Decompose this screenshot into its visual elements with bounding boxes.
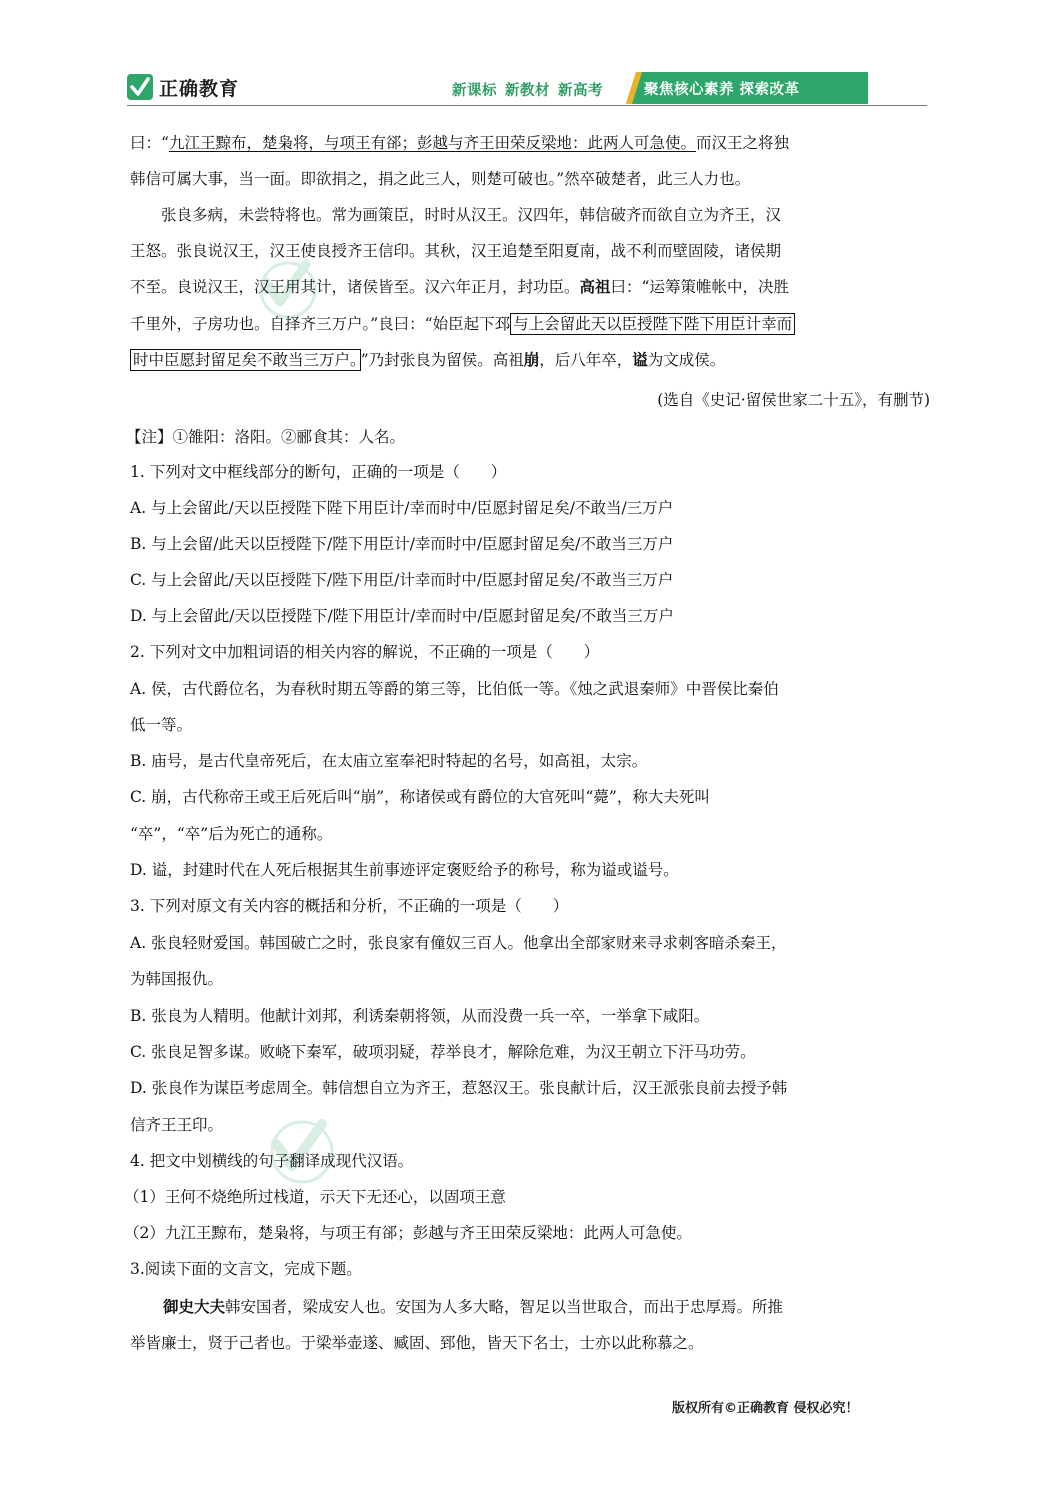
option-3b: B. 张良为人精明。他献计刘邦，利诱秦朝将领，从而没费一兵一卒，一举拿下咸阳。	[130, 1007, 710, 1025]
option-3a-cont: 为韩国报仇。	[130, 970, 224, 988]
logo	[127, 70, 239, 104]
passage-line: 时中臣愿封留足矣不敢当三万户。 ”乃封张良为留侯。高祖崩，后八年卒，谥为文成侯。	[130, 349, 725, 371]
passage-line: 韩信可属大事，当一面。即欲捐之，捐之此三人，则楚可破也。”然卒破楚者，此三人力也。	[130, 170, 751, 188]
bold-term: 御史大夫	[163, 1298, 226, 1316]
passage-line: 不至。良说汉王，汉王用其计，诸侯皆至。汉六年正月，封功臣。高祖曰：“运筹策帷帐中，决胜	[130, 278, 789, 296]
option-2b: B. 庙号，是古代皇帝死后，在太庙立室奉祀时特起的名号，如高祖，太宗。	[130, 752, 648, 770]
option-2a-cont: 低一等。	[130, 716, 193, 734]
passage-line: 御史大夫韩安国者，梁成安人也。安国为人多大略，智足以当世取合，而出于忠厚焉。所推	[163, 1298, 784, 1316]
option-2c: C. 崩，古代称帝王或王后死后叫“崩”，称诸侯或有爵位的大官死叫“薨”，称大夫死叫	[130, 788, 710, 806]
option-2d: D. 谥，封建时代在人死后根据其生前事迹评定褒贬给予的称号，称为谥或谥号。	[130, 861, 679, 879]
slogan-banner	[626, 72, 868, 104]
option-2a: A. 侯，古代爵位名，为春秋时期五等爵的第三等，比伯低一等。《烛之武退秦师》中晋侯比秦伯	[130, 680, 779, 698]
slogan-item: 新教材	[505, 83, 550, 99]
bold-term: 崩	[523, 351, 540, 369]
question-3: 3. 下列对原文有关内容的概括和分析，不正确的一项是（ ）	[130, 897, 569, 915]
question-2: 2. 下列对文中加粗词语的相关内容的解说，不正确的一项是（ ）	[130, 643, 600, 661]
option-2c-cont: “卒”，“卒”后为死亡的通称。	[130, 825, 333, 843]
passage-line: 千里外，子房功也。自择齐三万户。”良曰：“始臣起下邳 与上会留此天以臣授陛下陛下用臣计幸而	[130, 313, 795, 335]
option-3d: D. 张良作为谋臣考虑周全。韩信想自立为齐王，惹怒汉王。张良献计后，汉王派张良前去授予韩	[130, 1079, 788, 1097]
option-1a: A. 与上会留此/天以臣授陛下陛下用臣计/幸而时中/臣愿封留足矣/不敢当/三万户	[130, 499, 674, 517]
footer-copyright: 版权所有©正确教育 侵权必究！	[672, 1401, 859, 1416]
question-4-1: （1）王何不烧绝所过栈道，示天下无还心，以固项王意	[124, 1188, 506, 1206]
question-4-2: （2）九江王黥布，楚枭将，与项王有郤；彭越与齐王田荣反梁地：此两人可急使。	[124, 1224, 692, 1242]
passage-line: 举皆廉士，贤于己者也。于梁举壶遂、臧固、郅他，皆天下名士，士亦以此称慕之。	[130, 1334, 704, 1352]
passage-line: 曰：“九江王黥布，楚枭将，与项王有郤；彭越与齐王田荣反梁地：此两人可急使。而汉王之将独	[130, 134, 789, 152]
question-1: 1. 下列对文中框线部分的断句，正确的一项是（ ）	[130, 463, 507, 481]
slogan-left	[452, 79, 611, 100]
bold-term: 高祖	[579, 278, 611, 296]
next-passage-title: 3.阅读下面的文言文，完成下题。	[130, 1260, 362, 1278]
logo-text: 正确教育	[159, 77, 240, 100]
boxed-text: 时中臣愿封留足矣不敢当三万户。	[130, 349, 361, 371]
option-3d-cont: 信齐王王印。	[130, 1116, 224, 1134]
page-header	[0, 0, 1058, 112]
bold-term: 谥	[632, 351, 648, 369]
option-1b: B. 与上会留/此天以臣授陛下/陛下用臣计/幸而时中/臣愿封留足矣/不敢当三万户	[130, 535, 674, 553]
passage-line: 王怒。张良说汉王，汉王使良授齐王信印。其秋，汉王追楚至阳夏南，战不利而壁固陵，诸侯期	[130, 242, 782, 260]
underlined-sentence: 九江王黥布，楚枭将，与项王有郤；彭越与齐王田荣反梁地：此两人可急使。	[168, 134, 696, 152]
option-1d: D. 与上会留此/天以臣授陛下/陛下用臣计/幸而时中/臣愿封留足矣/不敢当三万户	[130, 607, 674, 625]
boxed-text: 与上会留此天以臣授陛下陛下用臣计幸而	[510, 313, 795, 335]
option-3a: A. 张良轻财爱国。韩国破亡之时，张良家有僮奴三百人。他拿出全部家财来寻求刺客暗杀秦王，	[130, 934, 787, 952]
passage-line: 张良多病，未尝特将也。常为画策臣，时时从汉王。汉四年，韩信破齐而欲自立为齐王，汉	[161, 206, 782, 224]
slogan-item: 新高考	[558, 83, 603, 99]
source-citation: (选自《史记·留侯世家二十五》，有删节)	[657, 391, 930, 409]
option-1c: C. 与上会留此/天以臣授陛下/陛下用臣/计幸而时中/臣愿封留足矣/不敢当三万户	[130, 571, 674, 589]
check-logo-icon	[127, 74, 153, 100]
note: 【注】①雒阳：洛阳。②郦食其：人名。	[126, 428, 406, 446]
slogan-item: 新课标	[452, 83, 497, 99]
question-4: 4. 把文中划横线的句子翻译成现代汉语。	[130, 1152, 414, 1170]
header-divider	[127, 105, 927, 106]
slogan-banner-text: 聚焦核心素养 探索改革	[644, 82, 800, 98]
option-3c: C. 张良足智多谋。败峣下秦军，破项羽疑，荐举良才，解除危难，为汉王朝立下汗马功劳。	[130, 1043, 756, 1061]
